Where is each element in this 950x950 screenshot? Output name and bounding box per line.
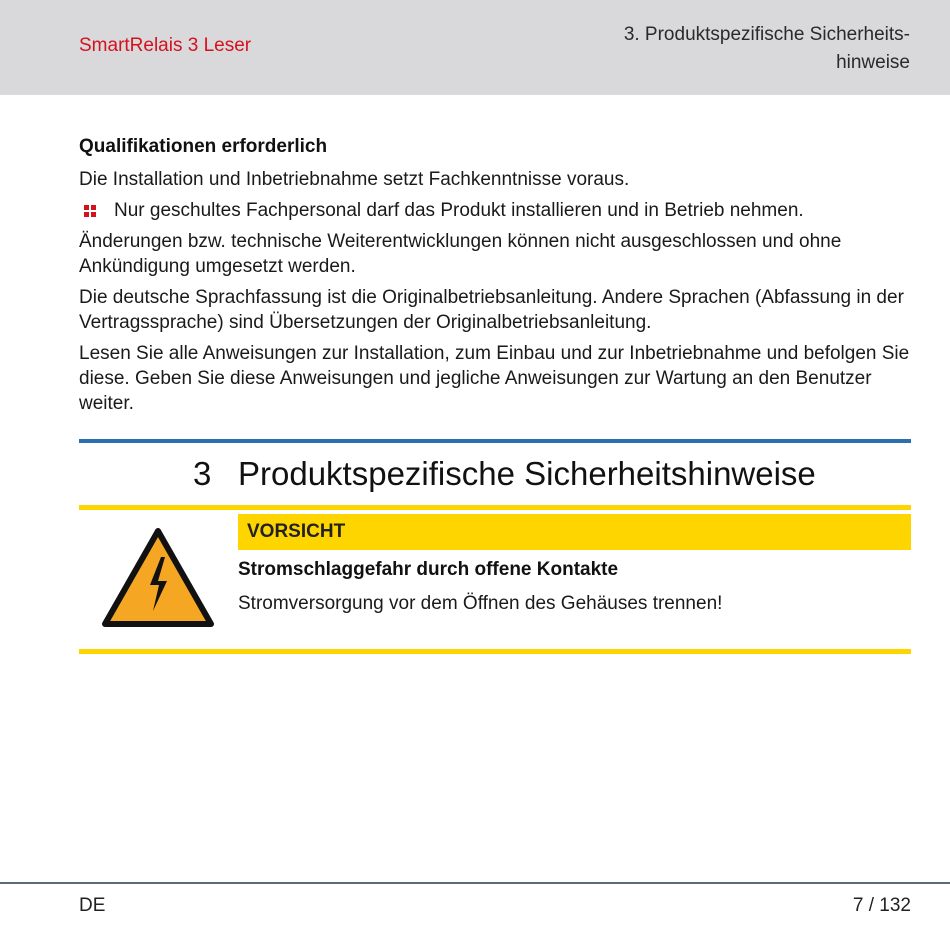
electric-shock-warning-icon <box>101 527 215 629</box>
section-divider <box>79 439 911 443</box>
section-title: Produktspezifische Sicherheitshinweise <box>238 455 816 492</box>
chapter-reference-line-2: hinweise <box>836 52 910 73</box>
chapter-reference-line-1: 3. Produktspezifische Sicherheits- <box>623 24 910 45</box>
intro-paragraph: Die Installation und Inbetriebnahme setzt Fachkenntnisse voraus. <box>79 169 630 190</box>
instructions-paragraph: Lesen Sie alle Anweisungen zur Installation, zum Einbau und zur Inbetriebnahme und befolgen Sie diese. Geben Sie diese Anweisungen und jegliche Anweisungen zur Wartung an den Benutzer weiter. <box>79 343 910 414</box>
warning-bottom-rule <box>79 649 911 654</box>
hazard-title: Stromschlaggefahr durch offene Kontakte <box>238 559 619 580</box>
page-header <box>0 0 950 95</box>
footer-divider <box>0 882 950 884</box>
bullet-icon <box>84 205 96 217</box>
footer-language: DE <box>79 895 106 916</box>
list-item <box>79 198 911 223</box>
section-number: 3 <box>193 455 212 492</box>
caution-banner <box>238 514 911 550</box>
section-heading <box>79 455 911 501</box>
bullet-text: Nur geschultes Fachpersonal darf das Produkt installieren und in Betrieb nehmen. <box>114 200 804 221</box>
hazard-instruction: Stromversorgung vor dem Öffnen des Gehäuses trennen! <box>238 593 723 614</box>
product-name: SmartRelais 3 Leser <box>79 35 252 56</box>
warning-top-rule <box>79 505 911 510</box>
language-paragraph: Die deutsche Sprachfassung ist die Originalbetriebsanleitung. Andere Sprachen (Abfassung in der Vertragssprache) sind Übersetzungen der Originalbetriebsanleitung. <box>79 287 904 333</box>
changes-paragraph: Änderungen bzw. technische Weiterentwicklungen können nicht ausgeschlossen und ohne Ankündigung umgesetzt werden. <box>79 231 842 277</box>
main-content <box>79 133 911 416</box>
chapter-reference <box>510 21 910 77</box>
page-number: 7 / 132 <box>852 895 911 916</box>
caution-label: VORSICHT <box>247 521 346 542</box>
qualifications-heading: Qualifikationen erforderlich <box>79 136 328 157</box>
